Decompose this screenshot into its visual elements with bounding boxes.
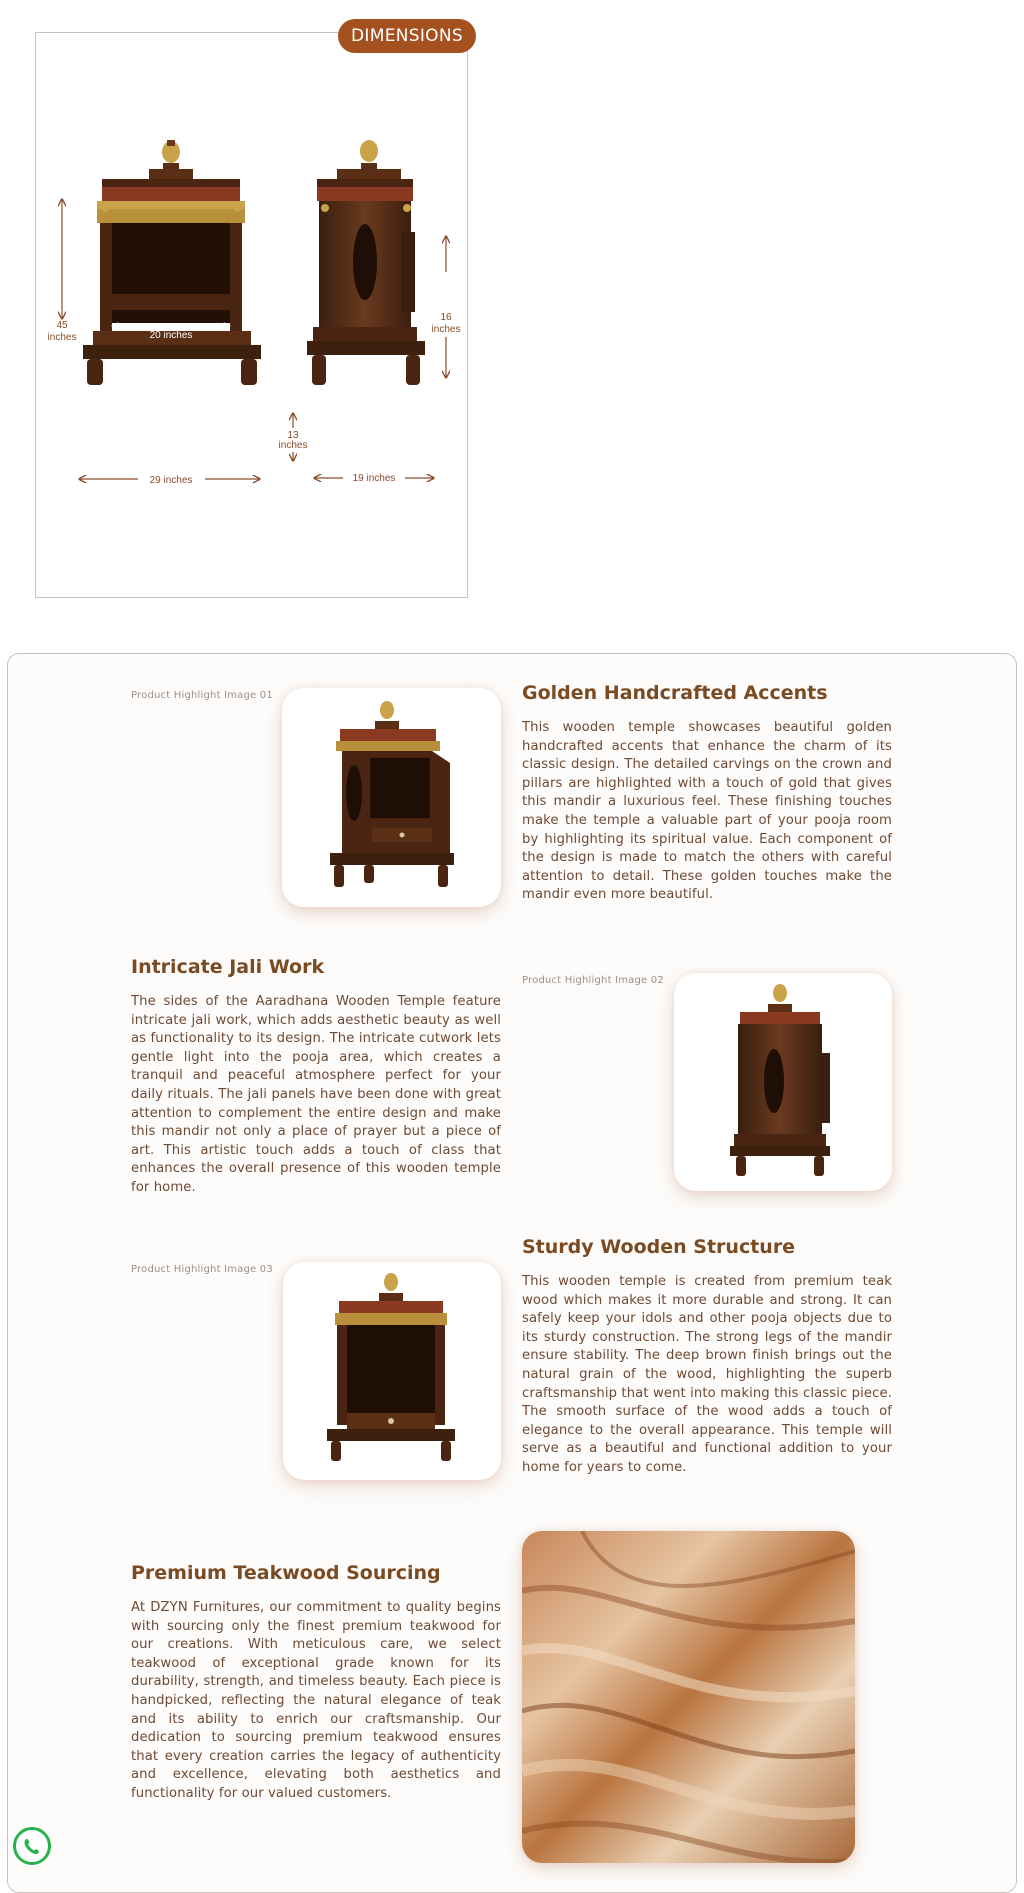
highlight-image-jali-work — [674, 973, 892, 1191]
highlight-image-caption: Product Highlight Image 01 — [131, 690, 273, 701]
whatsapp-button[interactable] — [13, 1827, 51, 1865]
inner-height-unit: inches — [431, 324, 461, 335]
highlight-image-sturdy-structure — [283, 1262, 501, 1480]
height-label-value: 45 — [56, 320, 68, 331]
drawer-height-label: 4.5 inches — [119, 397, 165, 408]
highlight-image-teakwood — [522, 1531, 855, 1863]
whatsapp-icon — [16, 1830, 48, 1862]
highlight-image-golden-accents — [282, 688, 501, 907]
inner-height-value: 16 — [440, 312, 452, 323]
leg-height-unit: inches — [278, 440, 308, 451]
highlight-title: Intricate Jali Work — [131, 956, 325, 978]
temple-angled-illustration — [282, 688, 501, 907]
base-inner-width-label: 22 inches — [148, 385, 192, 396]
leg-height-value: 13 — [287, 430, 299, 441]
dimensions-image — [35, 32, 468, 598]
dimensions-badge: DIMENSIONS — [338, 19, 476, 53]
depth-label: 19 inches — [352, 473, 396, 484]
height-label-unit: inches — [47, 332, 77, 343]
temple-side-photo-illustration — [674, 973, 892, 1191]
highlight-description: This wooden temple is created from premium teak wood which makes it more durable and strong. It can safely keep your idols and other pooja objects due to its sturdy construction. The strong legs of the mandir ensure stability. The deep brown finish brings out the natural grain of the wood, highlighting the superb craftsmanship that went into making this classic piece. The smooth surface of the wood adds a touch of elegance to the overall appearance. This temple will serve as a beautiful and functional addition to your home for years to come. — [522, 1274, 892, 1475]
highlight-title: Premium Teakwood Sourcing — [131, 1562, 441, 1584]
highlight-description: The sides of the Aaradhana Wooden Temple feature intricate jali work, which adds aesthetic beauty as well as functionality to its design. The intricate cutwork lets gentle light into the pooja area, which creates a tranquil and peaceful atmosphere perfect for your daily rituals. The jali panels have been done with great attention to complement the entire design and make this mandir not only a place of prayer but a piece of art. This artistic touch adds a touch of class that enhances the overall presence of this wooden temple for home. — [131, 994, 501, 1195]
highlight-image-caption: Product Highlight Image 03 — [131, 1264, 273, 1275]
highlight-title: Golden Handcrafted Accents — [522, 682, 828, 704]
temple-side-illustration — [307, 140, 425, 385]
temple-front-photo-illustration — [283, 1262, 501, 1480]
teakwood-grain-illustration — [522, 1531, 855, 1863]
width-label: 29 inches — [149, 475, 193, 486]
highlight-image-caption: Product Highlight Image 02 — [522, 975, 664, 986]
temple-front-illustration — [83, 140, 261, 385]
highlight-description: This wooden temple showcases beautiful golden handcrafted accents that enhance the charm of its classic design. The detailed carvings on the crown and pillars are highlighted with a touch of gold that gives this mandir a luxurious feel. These finishing touches make the temple a valuable part of your pooja room by highlighting its spiritual value. Each component of the design is made to match the others with careful attention to detail. These golden touches make the mandir even more beautiful. — [522, 720, 892, 903]
inner-width-label: 20 inches — [149, 330, 193, 341]
highlight-title: Sturdy Wooden Structure — [522, 1236, 796, 1258]
highlight-description: At DZYN Furnitures, our commitment to quality begins with sourcing only the finest premium teakwood for our creations. With meticulous care, we select teakwood of exceptional grade known for its durability, strength, and timeless beauty. Each piece is handpicked, reflecting the natural elegance of teak and its ability to enrich our craftsmanship. Our dedication to sourcing premium teakwood ensures that every creation carries the legacy of authenticity and excellence, elevating both aesthetics and functionality for our valued customers. — [131, 1600, 501, 1801]
